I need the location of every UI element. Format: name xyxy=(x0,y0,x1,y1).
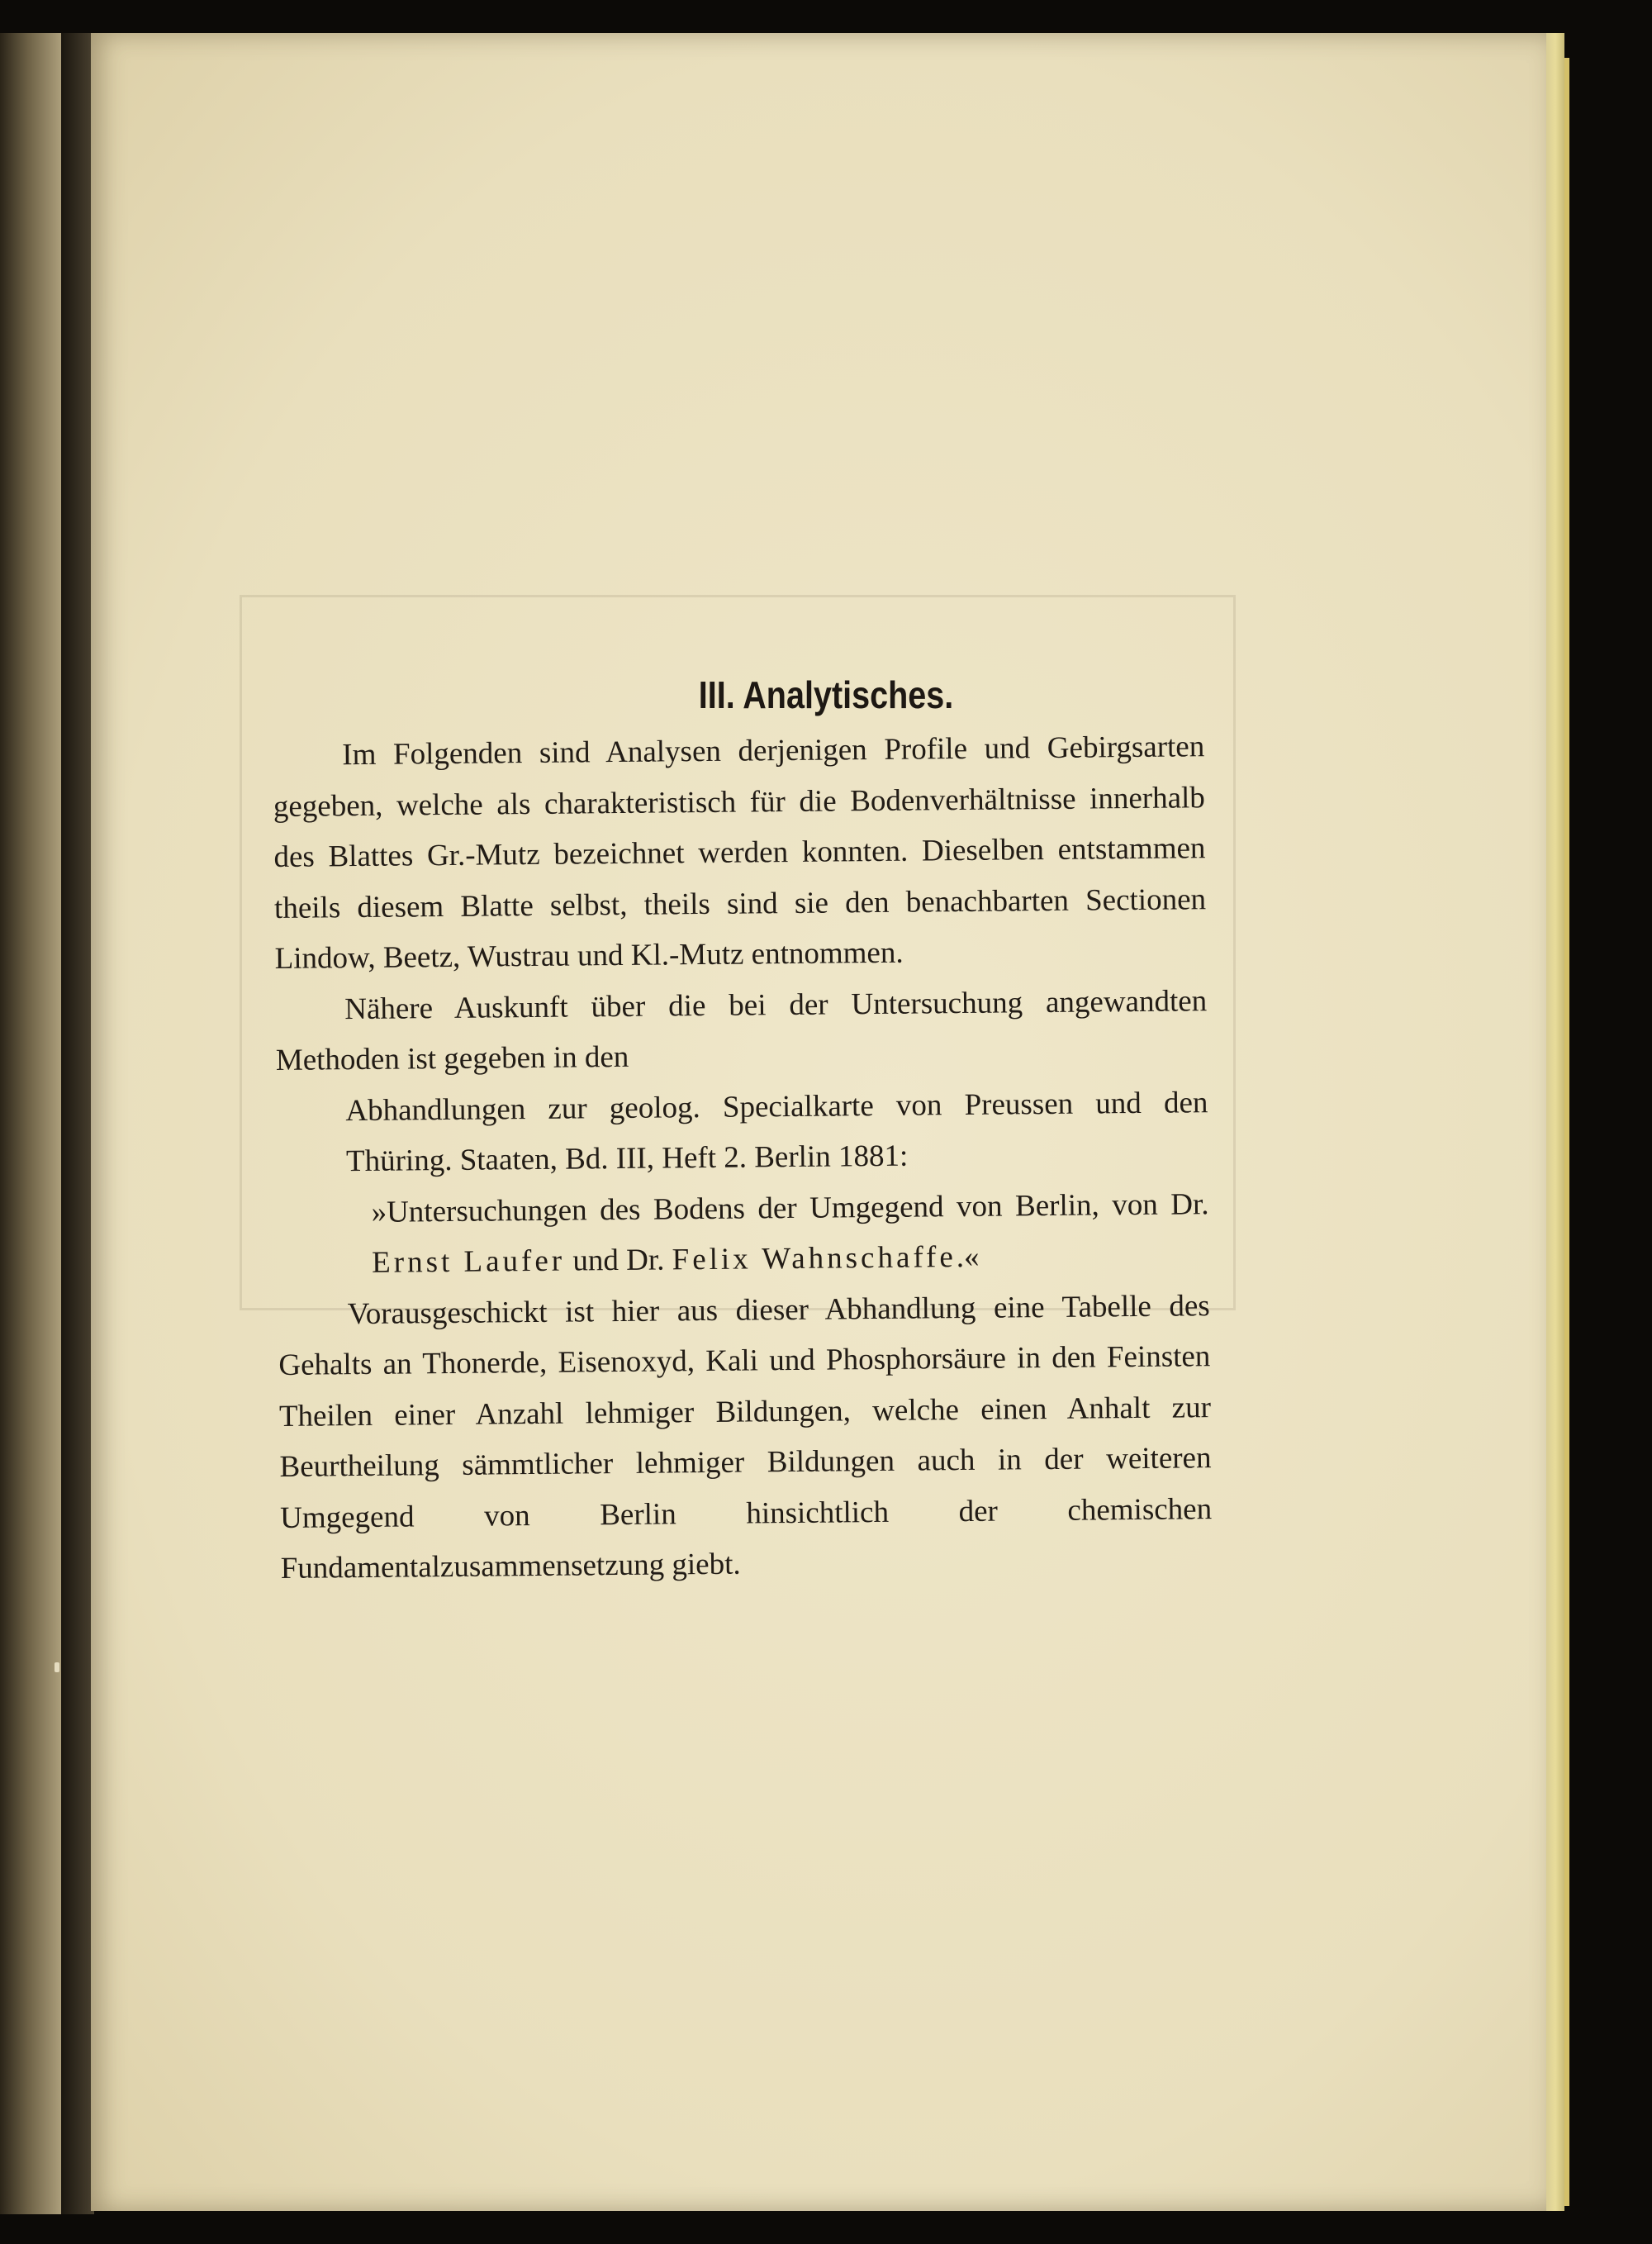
body-text xyxy=(273,721,1213,1594)
reference-author-laufer: Ernst Laufer xyxy=(371,1243,566,1280)
reference-title-joiner: und Dr. xyxy=(564,1243,672,1278)
reference-title-end: .« xyxy=(956,1239,980,1275)
facing-page-edge xyxy=(0,33,68,2214)
reference-title-text: »Untersuchungen des Bodens der Umgegend von Berlin, von Dr. xyxy=(371,1186,1209,1229)
paragraph-table-intro: Vorausgeschickt ist hier aus dieser Abhandlung eine Tabelle des Gehalts an Thonerde, Eisenoxyd, Kali und Phosphorsäure in den Feinsten Theilen einer Anzahl lehmiger Bildungen, welche einen Anhalt zur Beurtheilung sämmtlicher lehmiger Bildungen auch in der weiteren Umgegend von Berlin hinsichtlich der chemischen Fundamentalzusammensetzung giebt. xyxy=(278,1288,1213,1586)
page-stack-edge-inner xyxy=(1564,58,1569,2206)
paragraph-methods: Nähere Auskunft über die bei der Untersuchung angewandten Methoden ist gegeben in den xyxy=(275,983,1208,1077)
section-heading: III. Analytisches. xyxy=(698,673,954,716)
paper-spot xyxy=(55,1662,59,1672)
reference-citation: Abhandlungen zur geolog. Specialkarte von Preussen und den Thüring. Staaten, Bd. III, Heft 2. Berlin 1881: xyxy=(345,1085,1208,1179)
paragraph-intro: Im Folgenden sind Analysen derjenigen Profile und Gebirgsarten gegeben, welche als charakteristisch für die Bodenverhältnisse innerhalb des Blattes Gr.-Mutz bezeichnet werden konnten. Dieselben entstammen theils diesem Blatte selbst, theils sind sie den benachbarten Sectionen Lindow, Beetz, Wustrau und Kl.-Mutz entnommen. xyxy=(273,730,1207,976)
reference-title xyxy=(277,1179,1209,1290)
page-stack-edge xyxy=(1546,33,1564,2211)
book-gutter xyxy=(61,33,94,2214)
reference-author-wahnschaffe: Felix Wahnschaffe xyxy=(672,1240,957,1277)
